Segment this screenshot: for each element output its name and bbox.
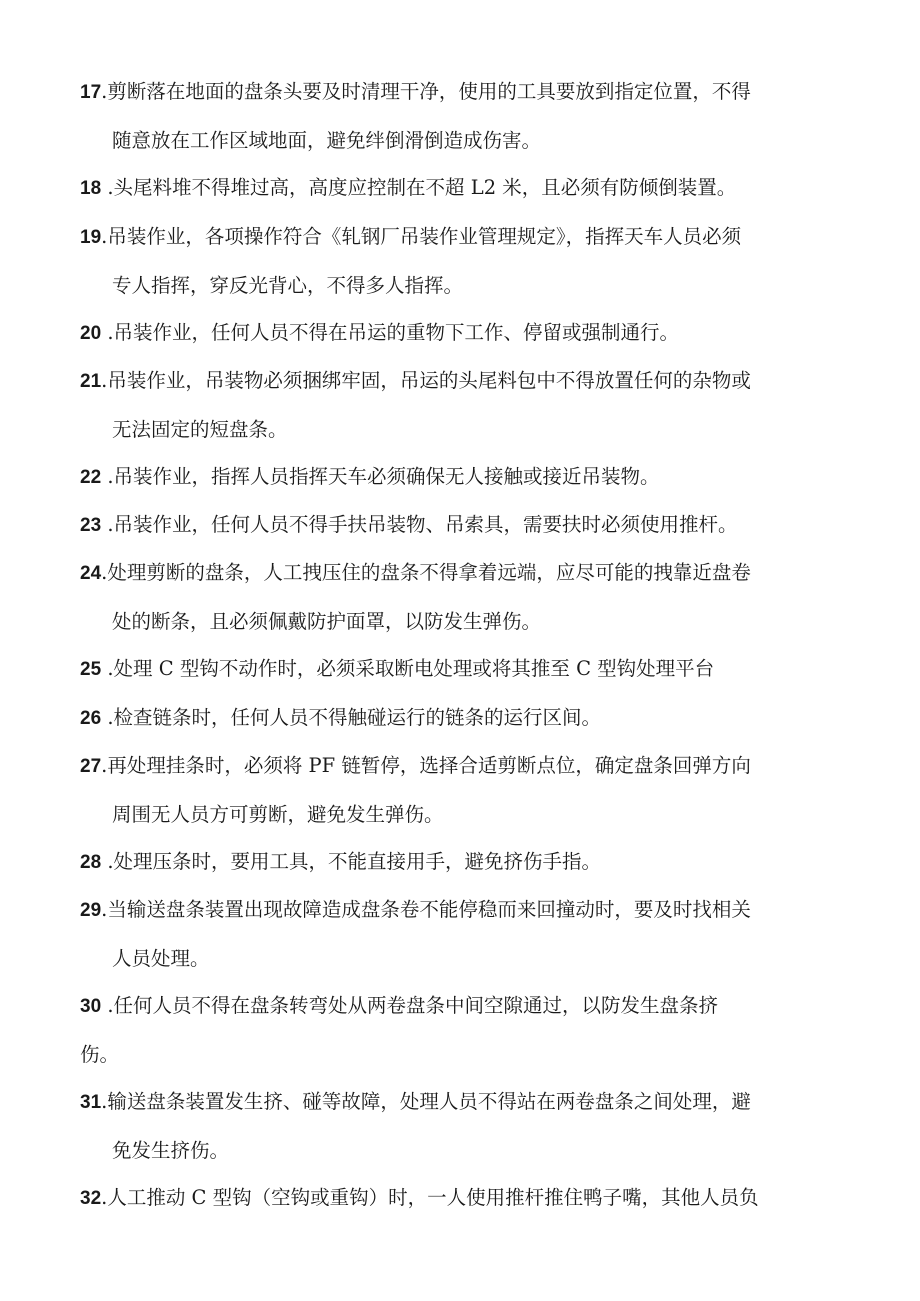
- item-text-continuation: 专人指挥，穿反光背心，不得多人指挥。: [112, 274, 464, 297]
- item-separator: .: [101, 225, 108, 248]
- item-separator: .: [101, 321, 114, 344]
- item-separator: .: [101, 513, 114, 536]
- item-number: 31: [80, 1092, 102, 1113]
- item-text-continuation: 无法固定的短盘条。: [112, 418, 288, 441]
- item-separator: .: [101, 369, 108, 392]
- list-item: [80, 357, 850, 454]
- list-item: [80, 68, 850, 165]
- item-separator: .: [101, 706, 114, 729]
- list-item: [80, 164, 850, 213]
- item-separator: .: [101, 994, 114, 1017]
- item-text-continuation: 处的断条，且必须佩戴防护面罩，以防发生弹伤。: [112, 610, 542, 633]
- item-number: 25: [80, 659, 102, 680]
- item-text: 当输送盘条装置出现故障造成盘条卷不能停稳而来回撞动时，要及时找相关: [107, 898, 751, 921]
- item-text: 吊装作业，各项操作符合《轧钢厂吊装作业管理规定》，指挥天车人员必须: [107, 225, 742, 248]
- item-separator: .: [101, 657, 114, 680]
- item-text: 吊装作业，任何人员不得手扶吊装物、吊索具，需要扶时必须使用推杆。: [113, 513, 738, 536]
- item-text: 剪断落在地面的盘条头要及时清理干净，使用的工具要放到指定位置，不得: [107, 80, 751, 103]
- item-text: 再处理挂条时，必须将 PF 链暂停，选择合适剪断点位，确定盘条回弹方向: [107, 754, 751, 777]
- item-separator: .: [101, 898, 108, 921]
- item-number: 30: [80, 996, 102, 1017]
- item-number: 19: [80, 227, 102, 248]
- list-item: [80, 549, 850, 646]
- item-number: 22: [80, 467, 102, 488]
- list-item: [80, 1078, 850, 1175]
- item-number: 26: [80, 708, 102, 729]
- item-separator: .: [101, 1090, 108, 1113]
- item-number: 21: [80, 371, 102, 392]
- item-separator: .: [101, 80, 108, 103]
- list-item: [80, 309, 850, 358]
- item-separator: .: [101, 1186, 108, 1209]
- item-text: 吊装作业，任何人员不得在吊运的重物下工作、停留或强制通行。: [113, 321, 680, 344]
- list-item: [80, 645, 850, 694]
- item-text-continuation: 免发生挤伤。: [112, 1139, 230, 1162]
- item-text-continuation: 随意放在工作区域地面，避免绊倒滑倒造成伤害。: [112, 129, 542, 152]
- item-separator: .: [101, 561, 108, 584]
- list-item: [80, 694, 850, 743]
- item-text: 处理压条时，要用工具，不能直接用手，避免挤伤手指。: [113, 850, 602, 873]
- item-text: 输送盘条装置发生挤、碰等故障，处理人员不得站在两卷盘条之间处理，避: [107, 1090, 751, 1113]
- item-text: 人工推动 C 型钩（空钩或重钩）时，一人使用推杆推住鸭子嘴，其他人员负: [107, 1186, 759, 1209]
- list-item: [80, 501, 850, 550]
- item-text: 任何人员不得在盘条转弯处从两卷盘条中间空隙通过，以防发生盘条挤: [113, 994, 719, 1017]
- list-item: [80, 1174, 850, 1223]
- list-item: [80, 982, 850, 1079]
- list-item: [80, 742, 850, 839]
- item-separator: .: [101, 850, 114, 873]
- item-number: 17: [80, 82, 102, 103]
- item-text: 检查链条时，任何人员不得触碰运行的链条的运行区间。: [113, 706, 602, 729]
- list-item: [80, 886, 850, 983]
- item-text: 吊装作业，指挥人员指挥天车必须确保无人接触或接近吊装物。: [113, 465, 660, 488]
- item-text-continuation: 伤。: [80, 1043, 120, 1066]
- item-separator: .: [101, 465, 114, 488]
- item-text-continuation: 人员处理。: [112, 947, 210, 970]
- item-number: 18: [80, 178, 102, 199]
- item-separator: .: [101, 176, 114, 199]
- item-number: 32: [80, 1188, 102, 1209]
- list-item: [80, 453, 850, 502]
- item-number: 23: [80, 515, 102, 536]
- item-text-continuation: 周围无人员方可剪断，避免发生弹伤。: [112, 803, 444, 826]
- item-text: 吊装作业，吊装物必须捆绑牢固，吊运的头尾料包中不得放置任何的杂物或: [107, 369, 751, 392]
- item-number: 27: [80, 756, 102, 777]
- item-number: 29: [80, 900, 102, 921]
- item-number: 20: [80, 323, 102, 344]
- list-item: [80, 838, 850, 887]
- item-number: 28: [80, 852, 102, 873]
- list-item: [80, 213, 850, 310]
- item-separator: .: [101, 754, 108, 777]
- item-text: 处理剪断的盘条，人工拽压住的盘条不得拿着远端，应尽可能的拽靠近盘卷: [107, 561, 751, 584]
- item-text: 处理 C 型钩不动作时，必须采取断电处理或将其推至 C 型钩处理平台: [113, 657, 715, 680]
- item-number: 24: [80, 563, 102, 584]
- item-text: 头尾料堆不得堆过高，高度应控制在不超 L2 米，且必须有防倾倒装置。: [113, 176, 737, 199]
